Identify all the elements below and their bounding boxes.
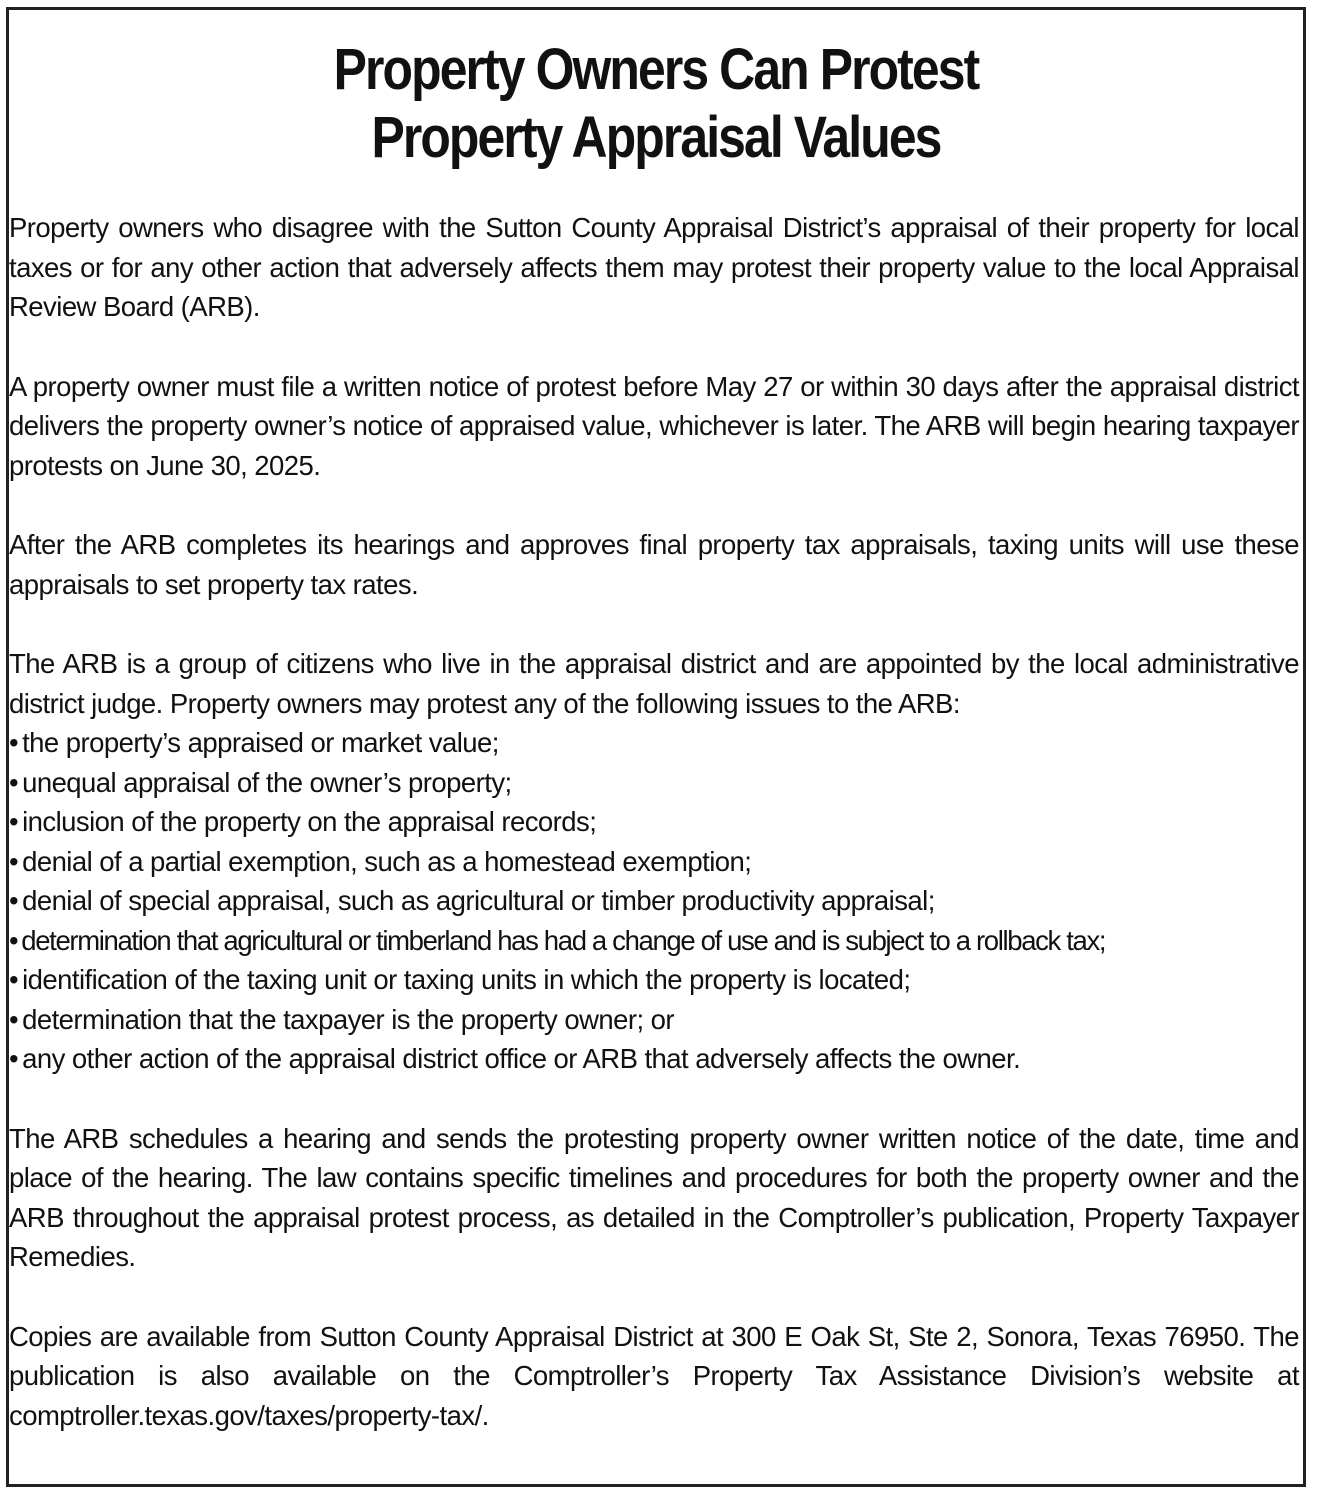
bullet-icon: •	[9, 964, 19, 995]
paragraph-hearing: The ARB schedules a hearing and sends the protesting property owner written notice of the date, time and place of the hearing. The law contains specific timelines and procedures for both the property owner and the ARB throughout the appraisal protest process, as detailed in the Comptroller’s publication, Property Taxpayer Remedies.	[9, 1122, 1299, 1272]
bullet-icon: •	[9, 766, 19, 798]
bullet-icon: •	[9, 727, 19, 758]
list-item: • determination that agricultural or timberland has had a change of use and is subject to a rollback tax;	[9, 924, 1106, 956]
protest-issues-list	[9, 723, 1299, 1079]
list-item: • identification of the taxing unit or taxing units in which the property is located;	[9, 964, 911, 995]
list-item: • determination that the taxpayer is the property owner; or	[9, 1003, 675, 1035]
list-item: • the property’s appraised or market value;	[9, 727, 499, 758]
list-item: • denial of special appraisal, such as agricultural or timber productivity appraisal;	[9, 885, 935, 916]
title-line-1: Property Owners Can Protest	[333, 37, 979, 102]
list-item: • inclusion of the property on the appraisal records;	[9, 806, 597, 837]
list-item: • unequal appraisal of the owner’s property;	[9, 766, 512, 798]
paragraph-disagree: Property owners who disagree with the Sutton County Appraisal District’s appraisal of their property for local taxes or for any other action that adversely affects them may protest their property value to the local Appraisal Review Board (ARB).	[9, 212, 1299, 322]
paragraph-deadline: A property owner must file a written notice of protest before May 27 or within 30 days after the appraisal district delivers the property owner’s notice of appraised value, whichever is later. The ARB will begin hearing taxpayer protests on June 30, 2025.	[9, 370, 1299, 481]
paragraph-copies: Copies are available from Sutton County Appraisal District at 300 E Oak St, Ste 2, Sonora, Texas 76950. The publication is also available on the Comptroller’s Property Tax Assistance Division’s website at comptroller.texas.gov/taxes/property-tax/.	[9, 1320, 1299, 1431]
paragraph-arb-intro: The ARB is a group of citizens who live in the appraisal district and are appointed by the local administrative district judge. Property owners may protest any of the following issues to the ARB:	[9, 648, 1299, 719]
arb-issues-section	[9, 644, 1299, 1079]
bullet-icon: •	[9, 845, 19, 877]
bullet-icon: •	[9, 924, 18, 956]
bullet-icon: •	[9, 806, 19, 837]
list-item: • any other action of the appraisal district office or ARB that adversely affects the owner.	[9, 1043, 1021, 1074]
notice-body	[9, 208, 1299, 1435]
bullet-icon: •	[9, 1043, 19, 1074]
bullet-icon: •	[9, 885, 19, 916]
notice-title	[100, 36, 1213, 172]
title-line-2: Property Appraisal Values	[371, 105, 941, 170]
list-item: • denial of a partial exemption, such as a homestead exemption;	[9, 845, 752, 877]
paragraph-tax-rates: After the ARB completes its hearings and approves final property tax appraisals, taxing units will use these appraisals to set property tax rates.	[9, 529, 1299, 600]
bullet-icon: •	[9, 1003, 19, 1035]
